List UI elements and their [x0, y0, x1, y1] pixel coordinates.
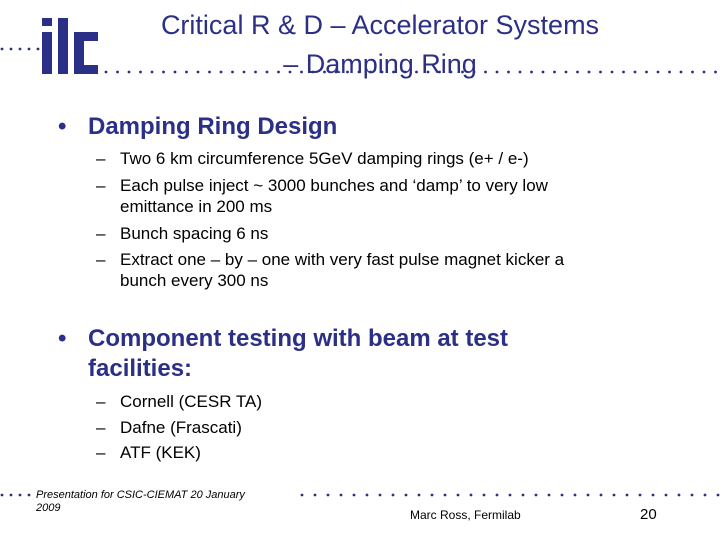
dash-icon: –: [96, 176, 106, 195]
decorative-dot: [600, 494, 603, 497]
list-item: [96, 417, 242, 438]
dash-icon: –: [96, 250, 106, 269]
list-item-text: ATF (KEK): [120, 443, 201, 462]
list-item-text: Cornell (CESR TA): [120, 392, 263, 411]
decorative-dot: [587, 494, 590, 497]
section-heading-text: Component testing with beam at test: [88, 325, 509, 352]
list-item: [96, 223, 268, 244]
decorative-dot: [470, 494, 473, 497]
list-item-text: Bunch spacing 6 ns: [120, 224, 269, 243]
decorative-dot: [431, 494, 434, 497]
decorative-dot: [639, 494, 642, 497]
dash-icon: –: [96, 149, 106, 168]
ilc-logo: [40, 16, 102, 76]
section-heading-text-cont: facilities:: [88, 355, 193, 382]
decorative-dot: [717, 494, 720, 497]
bullet-icon: •: [58, 325, 67, 352]
list-item-text-cont: bunch every 300 ns: [120, 271, 269, 290]
slide-title: [100, 6, 660, 84]
decorative-dot: [19, 48, 22, 51]
decorative-dot: [28, 494, 31, 497]
list-item-text: Dafne (Frascati): [120, 418, 242, 437]
dash-icon: –: [96, 392, 106, 411]
decorative-dot: [704, 494, 707, 497]
footer-presentation-line1: Presentation for CSIC-CIEMAT 20 January: [36, 489, 245, 501]
decorative-dot: [327, 494, 330, 497]
decorative-dot: [314, 494, 317, 497]
list-item-text: Two 6 km circumference 5GeV damping rings (e+ / e-): [120, 149, 529, 168]
decorative-dot: [10, 494, 13, 497]
list-item: [96, 148, 529, 169]
dash-icon: –: [96, 418, 106, 437]
section-heading-component-testing: [58, 324, 508, 384]
decorative-dot: [301, 494, 304, 497]
section-heading-damping-ring-design: [58, 112, 337, 142]
header-dots-left: [0, 47, 40, 51]
list-item: [96, 442, 201, 463]
decorative-dot: [678, 494, 681, 497]
list-item: [96, 175, 548, 217]
decorative-dot: [548, 494, 551, 497]
decorative-dot: [353, 494, 356, 497]
decorative-dot: [652, 494, 655, 497]
decorative-dot: [509, 494, 512, 497]
decorative-dot: [19, 494, 22, 497]
footer-presentation-info: [36, 489, 276, 515]
decorative-dot: [665, 494, 668, 497]
decorative-dot: [535, 494, 538, 497]
decorative-dot: [714, 71, 717, 74]
slide-title-line1: Critical R & D – Accelerator Systems: [160, 10, 600, 40]
decorative-dot: [561, 494, 564, 497]
decorative-dot: [691, 71, 694, 74]
decorative-dot: [574, 494, 577, 497]
decorative-dot: [28, 48, 31, 51]
bullet-icon: •: [58, 113, 67, 140]
section-heading-text: Damping Ring Design: [88, 113, 338, 140]
decorative-dot: [680, 71, 683, 74]
decorative-dot: [496, 494, 499, 497]
list-item-text: Each pulse inject ~ 3000 bunches and ‘damp’ to very low: [120, 176, 548, 195]
decorative-dot: [37, 48, 40, 51]
footer-presentation-line2: 2009: [36, 502, 61, 514]
dash-icon: –: [96, 224, 106, 243]
page-number: 20: [640, 506, 657, 523]
decorative-dot: [522, 494, 525, 497]
list-item: [96, 249, 564, 291]
list-item-text: Extract one – by – one with very fast pulse magnet kicker a: [120, 250, 565, 269]
list-item-text-cont: emittance in 200 ms: [120, 197, 273, 216]
decorative-dot: [366, 494, 369, 497]
decorative-dot: [457, 494, 460, 497]
footer-dots-right: [300, 493, 720, 497]
slide-title-line2: – Damping Ring: [283, 49, 477, 79]
decorative-dot: [1, 48, 4, 51]
footer-presenter: Marc Ross, Fermilab: [410, 508, 521, 522]
decorative-dot: [483, 494, 486, 497]
footer-dots-left: [0, 493, 34, 497]
decorative-dot: [626, 494, 629, 497]
decorative-dot: [10, 48, 13, 51]
dash-icon: –: [96, 443, 106, 462]
decorative-dot: [340, 494, 343, 497]
decorative-dot: [668, 71, 671, 74]
decorative-dot: [405, 494, 408, 497]
decorative-dot: [691, 494, 694, 497]
decorative-dot: [392, 494, 395, 497]
decorative-dot: [613, 494, 616, 497]
decorative-dot: [418, 494, 421, 497]
decorative-dot: [379, 494, 382, 497]
decorative-dot: [1, 494, 4, 497]
list-item: [96, 391, 262, 412]
decorative-dot: [703, 71, 706, 74]
decorative-dot: [444, 494, 447, 497]
